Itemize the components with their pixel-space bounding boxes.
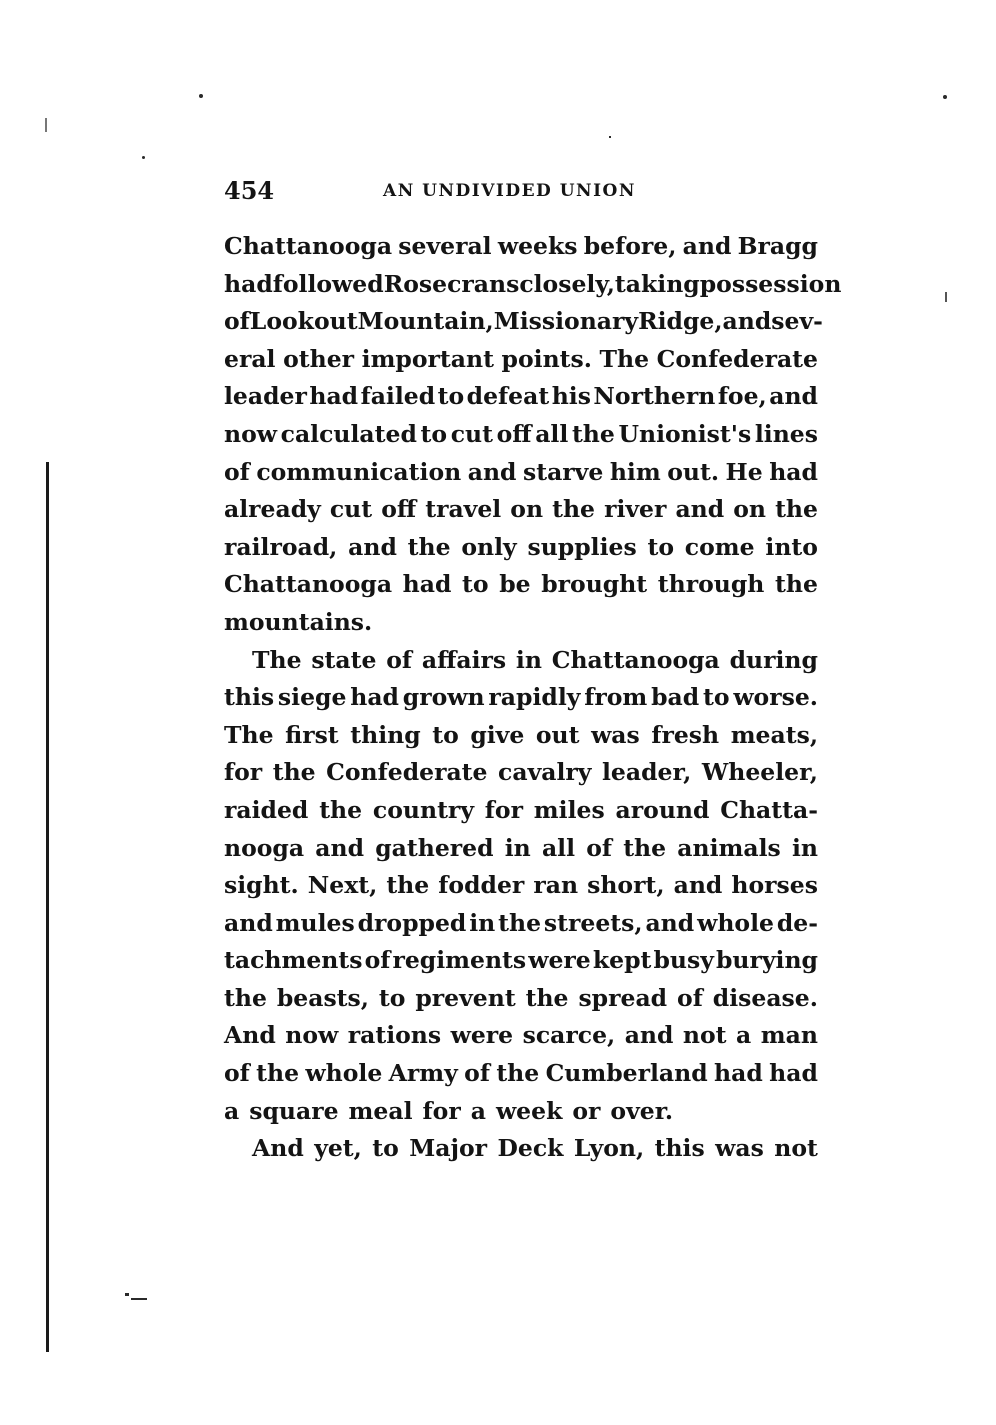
word: tachments bbox=[224, 946, 363, 975]
word: He bbox=[725, 457, 763, 486]
word: affairs bbox=[421, 645, 507, 674]
word: Rosecrans bbox=[383, 269, 520, 298]
word: fodder bbox=[438, 871, 525, 900]
word: ran bbox=[533, 871, 579, 900]
word: of bbox=[364, 946, 391, 975]
text-line bbox=[224, 454, 818, 492]
word: out bbox=[535, 720, 580, 749]
text-line bbox=[224, 905, 818, 943]
word: river bbox=[604, 495, 667, 524]
word: to bbox=[372, 1134, 399, 1163]
word: whole bbox=[305, 1059, 383, 1088]
scan-speck bbox=[131, 1298, 147, 1300]
body-text bbox=[224, 228, 842, 1168]
word: yet, bbox=[314, 1134, 362, 1163]
word: the bbox=[623, 833, 667, 862]
word: horses bbox=[731, 871, 818, 900]
word: through bbox=[657, 570, 765, 599]
word: for bbox=[422, 1096, 461, 1125]
word: to bbox=[462, 570, 489, 599]
word: before, bbox=[583, 232, 677, 260]
word: week bbox=[495, 1096, 563, 1125]
word: bad bbox=[651, 683, 700, 712]
text-line bbox=[224, 491, 818, 529]
word: country bbox=[372, 795, 474, 824]
word: out. bbox=[667, 457, 720, 486]
word: had bbox=[714, 1059, 763, 1088]
word: had bbox=[402, 570, 452, 599]
word: the bbox=[272, 758, 316, 787]
word: The bbox=[252, 645, 302, 674]
word: thing bbox=[350, 720, 421, 749]
word: meats, bbox=[730, 720, 818, 749]
word: the bbox=[407, 532, 451, 561]
word: regiments bbox=[392, 946, 527, 975]
word: weeks bbox=[497, 232, 578, 260]
word: of bbox=[586, 833, 613, 862]
word: siege bbox=[277, 683, 347, 712]
word: gathered bbox=[375, 833, 494, 862]
word: him bbox=[609, 457, 661, 486]
word: lines bbox=[754, 419, 818, 448]
word: animals bbox=[677, 833, 781, 862]
word: eral bbox=[224, 344, 276, 373]
word: scarce, bbox=[522, 1021, 616, 1050]
word: of bbox=[386, 645, 413, 674]
word: supplies bbox=[527, 532, 637, 561]
word: railroad, bbox=[224, 532, 338, 561]
word: raided bbox=[224, 795, 309, 824]
word: travel bbox=[425, 495, 502, 524]
word: on bbox=[733, 495, 767, 524]
word: to bbox=[420, 419, 448, 448]
page-number: 454 bbox=[224, 176, 275, 205]
word: from bbox=[584, 683, 648, 712]
word: Chattanooga bbox=[224, 570, 393, 599]
word: Northern bbox=[593, 382, 716, 411]
word: the bbox=[319, 795, 363, 824]
word: cavalry bbox=[498, 758, 592, 787]
word: Confederate bbox=[656, 344, 818, 373]
word: the bbox=[224, 983, 267, 1012]
word: for bbox=[484, 795, 523, 824]
word: in bbox=[515, 645, 542, 674]
word: a bbox=[470, 1096, 486, 1125]
text-line bbox=[224, 341, 818, 379]
word: disease. bbox=[712, 983, 818, 1012]
word: was bbox=[591, 720, 640, 749]
word: Major bbox=[409, 1134, 488, 1163]
text-line bbox=[224, 717, 818, 755]
text-line bbox=[224, 1017, 818, 1055]
text-line bbox=[224, 1093, 818, 1131]
text-line bbox=[224, 830, 818, 868]
word: had bbox=[769, 457, 818, 486]
word: the bbox=[552, 495, 596, 524]
word: The bbox=[599, 344, 650, 373]
word: Bragg bbox=[737, 232, 818, 260]
word: short, bbox=[587, 871, 665, 900]
word: Wheeler, bbox=[701, 758, 818, 787]
word: had bbox=[309, 382, 359, 411]
word: and bbox=[673, 871, 723, 900]
scan-speck bbox=[609, 136, 611, 138]
word: Missionary bbox=[493, 307, 639, 336]
word: the bbox=[496, 1059, 540, 1088]
word: closely, bbox=[519, 269, 615, 298]
word: nooga bbox=[224, 833, 305, 862]
text-line bbox=[224, 604, 818, 642]
word: give bbox=[470, 720, 525, 749]
word: of bbox=[464, 1059, 490, 1088]
word: state bbox=[311, 645, 377, 674]
word: and bbox=[722, 307, 772, 336]
word: the bbox=[498, 908, 542, 937]
word: Lookout bbox=[249, 307, 358, 336]
word: leader bbox=[224, 382, 307, 411]
word: for bbox=[224, 758, 263, 787]
word: worse. bbox=[733, 683, 818, 712]
word: kept bbox=[592, 946, 652, 975]
word: first bbox=[285, 720, 339, 749]
word: the bbox=[386, 871, 430, 900]
word: spread bbox=[578, 983, 668, 1012]
word: grown bbox=[402, 683, 485, 712]
word: all bbox=[541, 833, 576, 862]
word: a bbox=[224, 1096, 240, 1125]
scan-speck bbox=[45, 118, 47, 132]
word: in bbox=[469, 908, 496, 937]
word: now bbox=[224, 419, 277, 448]
word: and bbox=[315, 833, 365, 862]
text-line bbox=[224, 566, 818, 604]
word: was bbox=[715, 1134, 764, 1163]
word: in bbox=[791, 833, 818, 862]
word: and bbox=[769, 382, 818, 411]
word: cut bbox=[329, 495, 373, 524]
text-line bbox=[224, 642, 818, 680]
word: to bbox=[378, 983, 406, 1012]
word: and bbox=[348, 532, 397, 561]
word: beasts, bbox=[276, 983, 369, 1012]
running-head: AN UNDIVIDED UNION bbox=[383, 181, 636, 201]
word: on bbox=[510, 495, 544, 524]
word: and bbox=[224, 908, 273, 937]
text-line bbox=[224, 867, 818, 905]
word: all bbox=[535, 419, 569, 448]
word: this bbox=[224, 683, 275, 712]
word: fresh bbox=[651, 720, 720, 749]
word: only bbox=[461, 532, 517, 561]
word: meal bbox=[348, 1096, 413, 1125]
word: sight. bbox=[224, 871, 299, 900]
word: off bbox=[381, 495, 417, 524]
word: the bbox=[775, 570, 818, 599]
word: miles bbox=[533, 795, 605, 824]
word: the bbox=[256, 1059, 300, 1088]
text-line bbox=[224, 416, 818, 454]
word: de- bbox=[776, 908, 818, 937]
word: Chattanooga bbox=[224, 232, 393, 260]
word: to bbox=[432, 720, 459, 749]
word: Unionist's bbox=[618, 419, 752, 448]
word: during bbox=[729, 645, 818, 674]
scan-speck bbox=[125, 1293, 129, 1296]
word: streets, bbox=[543, 908, 643, 937]
word: rapidly bbox=[488, 683, 581, 712]
word: points. bbox=[501, 344, 592, 373]
text-line bbox=[224, 303, 823, 341]
word: Army bbox=[388, 1059, 458, 1088]
word: leader, bbox=[601, 758, 692, 787]
word: followed bbox=[272, 269, 384, 298]
word: of bbox=[224, 307, 250, 336]
word: Next, bbox=[307, 871, 378, 900]
text-line bbox=[224, 529, 818, 567]
word: Chattanooga bbox=[551, 645, 720, 674]
scan-speck bbox=[142, 156, 145, 159]
word: over. bbox=[610, 1096, 674, 1125]
page-header bbox=[224, 176, 824, 206]
word: Confederate bbox=[326, 758, 488, 787]
word: already bbox=[224, 495, 321, 524]
word: and bbox=[675, 495, 725, 524]
text-line bbox=[224, 754, 818, 792]
word: foe, bbox=[717, 382, 767, 411]
word: come bbox=[684, 532, 755, 561]
word: of bbox=[677, 983, 703, 1012]
word: the bbox=[525, 983, 569, 1012]
text-line bbox=[224, 378, 818, 416]
text-line bbox=[224, 679, 818, 717]
text-line bbox=[224, 942, 818, 980]
word: whole bbox=[697, 908, 774, 937]
word: possession bbox=[699, 269, 842, 298]
word: the bbox=[571, 419, 615, 448]
word: to bbox=[702, 683, 730, 712]
word: had bbox=[224, 269, 273, 298]
word: The bbox=[224, 720, 274, 749]
word: cut bbox=[450, 419, 493, 448]
text-line bbox=[224, 980, 818, 1018]
word: failed bbox=[360, 382, 436, 411]
word: not bbox=[682, 1021, 727, 1050]
scan-speck bbox=[943, 95, 947, 99]
word: brought bbox=[541, 570, 648, 599]
word: a bbox=[736, 1021, 752, 1050]
text-line bbox=[224, 228, 818, 266]
word: Chatta- bbox=[720, 795, 818, 824]
word: be bbox=[499, 570, 531, 599]
word: Mountain, bbox=[357, 307, 494, 336]
word: his bbox=[551, 382, 591, 411]
word: this bbox=[654, 1134, 705, 1163]
word: starve bbox=[522, 457, 604, 486]
word: square bbox=[249, 1096, 339, 1125]
word: rations bbox=[347, 1021, 442, 1050]
word: into bbox=[765, 532, 818, 561]
word: to bbox=[647, 532, 675, 561]
scan-speck bbox=[199, 94, 203, 98]
word: man bbox=[760, 1021, 818, 1050]
word: dropped bbox=[357, 908, 467, 937]
word: not bbox=[774, 1134, 818, 1163]
word: now bbox=[285, 1021, 339, 1050]
word: mountains. bbox=[224, 607, 373, 636]
word: Lyon, bbox=[573, 1134, 645, 1163]
word: in bbox=[504, 833, 531, 862]
word: calculated bbox=[280, 419, 417, 448]
text-line bbox=[224, 1130, 818, 1168]
word: communication bbox=[256, 457, 462, 486]
word: defeat bbox=[466, 382, 550, 411]
word: to bbox=[437, 382, 465, 411]
word: and bbox=[467, 457, 517, 486]
text-line bbox=[224, 1055, 818, 1093]
word: and bbox=[624, 1021, 674, 1050]
word: and bbox=[682, 232, 732, 260]
word: Cumberland bbox=[545, 1059, 708, 1088]
word: the bbox=[775, 495, 818, 524]
word: busy bbox=[653, 946, 714, 975]
word: other bbox=[283, 344, 355, 373]
text-line bbox=[224, 792, 818, 830]
word: prevent bbox=[415, 983, 516, 1012]
word: off bbox=[496, 419, 532, 448]
word: had bbox=[769, 1059, 818, 1088]
word: taking bbox=[614, 269, 700, 298]
word: sev- bbox=[771, 307, 823, 336]
word: important bbox=[361, 344, 494, 373]
word: or bbox=[572, 1096, 601, 1125]
word: and bbox=[645, 908, 695, 937]
word: Ridge, bbox=[638, 307, 723, 336]
word: were bbox=[450, 1021, 514, 1050]
word: And bbox=[224, 1021, 276, 1050]
text-line bbox=[224, 266, 842, 304]
binding-edge-line bbox=[46, 462, 49, 1352]
word: mules bbox=[275, 908, 355, 937]
word: of bbox=[224, 457, 250, 486]
word: of bbox=[224, 1059, 250, 1088]
scan-speck bbox=[945, 292, 947, 302]
word: And bbox=[252, 1134, 304, 1163]
word: several bbox=[398, 232, 492, 260]
word: Deck bbox=[497, 1134, 564, 1163]
word: burying bbox=[715, 946, 818, 975]
word: had bbox=[350, 683, 399, 712]
word: were bbox=[528, 946, 591, 975]
word: around bbox=[615, 795, 710, 824]
